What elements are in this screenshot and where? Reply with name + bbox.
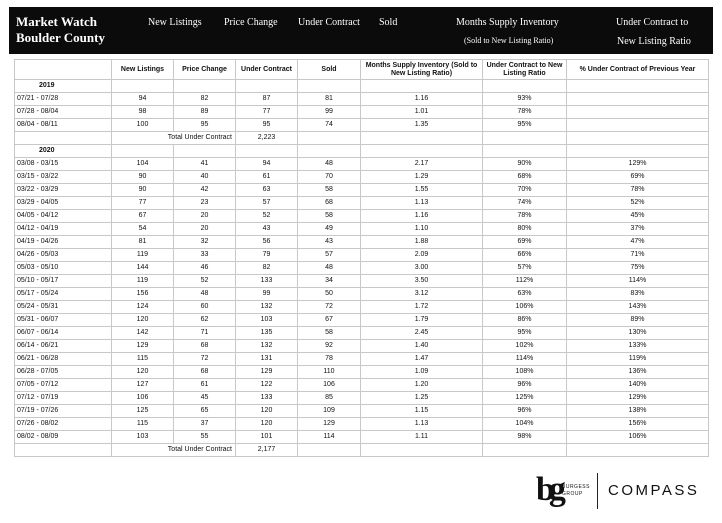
table-cell: 57 bbox=[236, 197, 298, 210]
table-cell: 125 bbox=[112, 405, 174, 418]
table-cell: 82 bbox=[174, 93, 236, 106]
empty-cell bbox=[567, 444, 709, 457]
date-range-cell: 06/21 - 06/28 bbox=[15, 353, 112, 366]
brand-logos bbox=[530, 471, 705, 511]
table-cell: 1.15 bbox=[361, 405, 483, 418]
table-cell: 89% bbox=[567, 314, 709, 327]
report-title bbox=[16, 14, 105, 46]
table-cell: 41 bbox=[174, 158, 236, 171]
table-cell: 71 bbox=[174, 327, 236, 340]
table-cell: 80% bbox=[483, 223, 567, 236]
table-cell: 63 bbox=[236, 184, 298, 197]
table-cell: 106% bbox=[567, 431, 709, 444]
table-cell: 108% bbox=[483, 366, 567, 379]
table-cell: 103 bbox=[112, 431, 174, 444]
table-cell: 78 bbox=[298, 353, 361, 366]
market-table bbox=[14, 59, 709, 457]
table-cell: 90% bbox=[483, 158, 567, 171]
table-cell: 1.09 bbox=[361, 366, 483, 379]
table-cell: 96% bbox=[483, 405, 567, 418]
table-row bbox=[15, 106, 709, 119]
table-cell: 94 bbox=[236, 158, 298, 171]
date-range-cell: 05/10 - 05/17 bbox=[15, 275, 112, 288]
table-cell: 77 bbox=[112, 197, 174, 210]
table-cell: 50 bbox=[298, 288, 361, 301]
table-row bbox=[15, 275, 709, 288]
table-cell: 86% bbox=[483, 314, 567, 327]
year-label: 2019 bbox=[15, 80, 112, 93]
table-cell: 83% bbox=[567, 288, 709, 301]
empty-cell bbox=[15, 444, 112, 457]
table-cell: 95 bbox=[236, 119, 298, 132]
date-range-cell: 05/31 - 06/07 bbox=[15, 314, 112, 327]
date-range-cell: 08/04 - 08/11 bbox=[15, 119, 112, 132]
date-range-cell: 07/26 - 08/02 bbox=[15, 418, 112, 431]
table-row bbox=[15, 418, 709, 431]
table-cell: 77 bbox=[236, 106, 298, 119]
empty-cell bbox=[483, 145, 567, 158]
table-row bbox=[15, 340, 709, 353]
table-cell: 1.01 bbox=[361, 106, 483, 119]
table-cell: 144 bbox=[112, 262, 174, 275]
header-banner bbox=[9, 7, 713, 54]
table-cell: 1.79 bbox=[361, 314, 483, 327]
table-cell: 95 bbox=[174, 119, 236, 132]
empty-cell bbox=[112, 80, 174, 93]
banner-header-uc-ratio-1: Under Contract to bbox=[616, 17, 689, 28]
table-row bbox=[15, 392, 709, 405]
table-row bbox=[15, 366, 709, 379]
total-value: 2,223 bbox=[236, 132, 298, 145]
table-cell: 43 bbox=[236, 223, 298, 236]
table-cell: 156 bbox=[112, 288, 174, 301]
table-cell: 115 bbox=[112, 418, 174, 431]
table-cell: 69% bbox=[567, 171, 709, 184]
table-cell: 49 bbox=[298, 223, 361, 236]
table-cell: 58 bbox=[298, 210, 361, 223]
burgess-group-wordmark bbox=[562, 484, 590, 498]
table-cell: 106% bbox=[483, 301, 567, 314]
empty-cell bbox=[298, 80, 361, 93]
table-cell: 94 bbox=[112, 93, 174, 106]
table-cell: 143% bbox=[567, 301, 709, 314]
table-cell: 106 bbox=[112, 392, 174, 405]
table-row bbox=[15, 379, 709, 392]
table-cell: 3.00 bbox=[361, 262, 483, 275]
empty-cell bbox=[567, 80, 709, 93]
table-cell: 1.11 bbox=[361, 431, 483, 444]
table-cell: 43 bbox=[298, 236, 361, 249]
table-row bbox=[15, 184, 709, 197]
header-cell: Under Contract to New Listing Ratio bbox=[483, 60, 567, 80]
table-cell: 54 bbox=[112, 223, 174, 236]
table-cell: 98% bbox=[483, 431, 567, 444]
compass-logo: COMPASS bbox=[608, 482, 700, 499]
table-cell: 98 bbox=[112, 106, 174, 119]
banner-header-msi: Months Supply Inventory bbox=[456, 17, 559, 28]
table-cell: 101 bbox=[236, 431, 298, 444]
date-range-cell: 03/29 - 04/05 bbox=[15, 197, 112, 210]
total-value: 2,177 bbox=[236, 444, 298, 457]
date-range-cell: 03/15 - 03/22 bbox=[15, 171, 112, 184]
table-cell: 61 bbox=[236, 171, 298, 184]
table-cell: 74% bbox=[483, 197, 567, 210]
table-cell: 106 bbox=[298, 379, 361, 392]
date-range-cell: 07/12 - 07/19 bbox=[15, 392, 112, 405]
total-label: Total Under Contract bbox=[112, 132, 236, 145]
table-cell: 87 bbox=[236, 93, 298, 106]
table-cell: 133 bbox=[236, 392, 298, 405]
table-cell: 129 bbox=[112, 340, 174, 353]
table-cell: 1.16 bbox=[361, 210, 483, 223]
banner-header-sold: Sold bbox=[379, 17, 398, 28]
table-cell: 103 bbox=[236, 314, 298, 327]
table-cell: 99 bbox=[298, 106, 361, 119]
table-cell: 136% bbox=[567, 366, 709, 379]
total-row bbox=[15, 132, 709, 145]
header-cell: Sold bbox=[298, 60, 361, 80]
empty-cell bbox=[15, 132, 112, 145]
table-cell: 95% bbox=[483, 119, 567, 132]
empty-cell bbox=[361, 80, 483, 93]
table-cell: 1.13 bbox=[361, 197, 483, 210]
table-cell bbox=[567, 119, 709, 132]
table-cell: 132 bbox=[236, 301, 298, 314]
table-cell: 119% bbox=[567, 353, 709, 366]
date-range-cell: 04/05 - 04/12 bbox=[15, 210, 112, 223]
table-cell bbox=[567, 93, 709, 106]
table-row bbox=[15, 405, 709, 418]
table-cell: 119 bbox=[112, 275, 174, 288]
header-cell bbox=[15, 60, 112, 80]
table-cell: 48 bbox=[298, 262, 361, 275]
empty-cell bbox=[361, 145, 483, 158]
table-cell: 114% bbox=[567, 275, 709, 288]
table-cell: 34 bbox=[298, 275, 361, 288]
table-cell: 120 bbox=[236, 405, 298, 418]
table-cell: 2.09 bbox=[361, 249, 483, 262]
table-cell: 57 bbox=[298, 249, 361, 262]
table-cell: 60 bbox=[174, 301, 236, 314]
date-range-cell: 05/03 - 05/10 bbox=[15, 262, 112, 275]
table-cell: 89 bbox=[174, 106, 236, 119]
table-row bbox=[15, 236, 709, 249]
table-cell: 100 bbox=[112, 119, 174, 132]
date-range-cell: 03/08 - 03/15 bbox=[15, 158, 112, 171]
table-cell: 56 bbox=[236, 236, 298, 249]
date-range-cell: 06/07 - 06/14 bbox=[15, 327, 112, 340]
table-cell: 1.29 bbox=[361, 171, 483, 184]
table-cell: 129 bbox=[298, 418, 361, 431]
table-cell: 1.13 bbox=[361, 418, 483, 431]
table-cell: 104% bbox=[483, 418, 567, 431]
title-line-1: Market Watch bbox=[16, 14, 97, 29]
date-range-cell: 07/28 - 08/04 bbox=[15, 106, 112, 119]
table-row bbox=[15, 353, 709, 366]
table-cell: 33 bbox=[174, 249, 236, 262]
empty-cell bbox=[361, 444, 483, 457]
table-cell: 71% bbox=[567, 249, 709, 262]
table-cell: 133% bbox=[567, 340, 709, 353]
empty-cell bbox=[483, 80, 567, 93]
table-row bbox=[15, 158, 709, 171]
table-cell: 1.16 bbox=[361, 93, 483, 106]
table-row bbox=[15, 223, 709, 236]
table-cell: 68 bbox=[298, 197, 361, 210]
table-cell: 109 bbox=[298, 405, 361, 418]
empty-cell bbox=[298, 132, 361, 145]
table-cell: 85 bbox=[298, 392, 361, 405]
table-cell: 112% bbox=[483, 275, 567, 288]
table-cell: 102% bbox=[483, 340, 567, 353]
table-cell: 90 bbox=[112, 184, 174, 197]
table-row bbox=[15, 249, 709, 262]
table-cell: 95% bbox=[483, 327, 567, 340]
table-cell: 42 bbox=[174, 184, 236, 197]
table-cell: 130% bbox=[567, 327, 709, 340]
banner-header-under-contract: Under Contract bbox=[298, 17, 360, 28]
table-row bbox=[15, 93, 709, 106]
table-header-row bbox=[15, 60, 709, 80]
table-cell: 61 bbox=[174, 379, 236, 392]
total-label: Total Under Contract bbox=[112, 444, 236, 457]
table-cell: 55 bbox=[174, 431, 236, 444]
table-cell: 63% bbox=[483, 288, 567, 301]
table-cell: 132 bbox=[236, 340, 298, 353]
table-cell: 48 bbox=[298, 158, 361, 171]
header-cell: Under Contract bbox=[236, 60, 298, 80]
empty-cell bbox=[112, 145, 174, 158]
table-cell: 3.12 bbox=[361, 288, 483, 301]
date-range-cell: 03/22 - 03/29 bbox=[15, 184, 112, 197]
table-cell: 82 bbox=[236, 262, 298, 275]
table-cell: 122 bbox=[236, 379, 298, 392]
table-cell: 78% bbox=[567, 184, 709, 197]
table-row bbox=[15, 262, 709, 275]
table-cell: 81 bbox=[298, 93, 361, 106]
table-cell: 58 bbox=[298, 184, 361, 197]
table-cell: 48 bbox=[174, 288, 236, 301]
table-cell: 57% bbox=[483, 262, 567, 275]
table-cell: 115 bbox=[112, 353, 174, 366]
date-range-cell: 04/26 - 05/03 bbox=[15, 249, 112, 262]
empty-cell bbox=[236, 80, 298, 93]
date-range-cell: 06/14 - 06/21 bbox=[15, 340, 112, 353]
empty-cell bbox=[174, 80, 236, 93]
table-cell: 1.72 bbox=[361, 301, 483, 314]
table-cell: 78% bbox=[483, 210, 567, 223]
table-cell: 1.40 bbox=[361, 340, 483, 353]
table-cell: 52 bbox=[236, 210, 298, 223]
table-cell: 90 bbox=[112, 171, 174, 184]
table-cell: 66% bbox=[483, 249, 567, 262]
table-cell: 20 bbox=[174, 223, 236, 236]
table-cell: 81 bbox=[112, 236, 174, 249]
table-cell: 65 bbox=[174, 405, 236, 418]
table-cell: 3.50 bbox=[361, 275, 483, 288]
empty-cell bbox=[567, 145, 709, 158]
total-row bbox=[15, 444, 709, 457]
table-cell: 1.47 bbox=[361, 353, 483, 366]
table-cell: 58 bbox=[298, 327, 361, 340]
banner-header-uc-ratio-2: New Listing Ratio bbox=[617, 36, 691, 47]
table-cell: 68 bbox=[174, 366, 236, 379]
table-cell: 2.45 bbox=[361, 327, 483, 340]
header-cell: Price Change bbox=[174, 60, 236, 80]
table-cell: 119 bbox=[112, 249, 174, 262]
table-cell: 114% bbox=[483, 353, 567, 366]
table-cell: 62 bbox=[174, 314, 236, 327]
table-cell: 114 bbox=[298, 431, 361, 444]
table-cell: 129% bbox=[567, 158, 709, 171]
table-cell: 46 bbox=[174, 262, 236, 275]
table-cell: 96% bbox=[483, 379, 567, 392]
table-cell: 120 bbox=[112, 314, 174, 327]
table-cell: 52 bbox=[174, 275, 236, 288]
table-cell: 125% bbox=[483, 392, 567, 405]
table-cell: 129 bbox=[236, 366, 298, 379]
table-cell bbox=[567, 106, 709, 119]
table-cell: 52% bbox=[567, 197, 709, 210]
table-cell: 127 bbox=[112, 379, 174, 392]
empty-cell bbox=[298, 145, 361, 158]
table-row bbox=[15, 197, 709, 210]
table-cell: 129% bbox=[567, 392, 709, 405]
table-cell: 138% bbox=[567, 405, 709, 418]
table-row bbox=[15, 314, 709, 327]
table-cell: 70 bbox=[298, 171, 361, 184]
table-cell: 1.25 bbox=[361, 392, 483, 405]
empty-cell bbox=[174, 145, 236, 158]
date-range-cell: 04/12 - 04/19 bbox=[15, 223, 112, 236]
empty-cell bbox=[298, 444, 361, 457]
table-cell: 47% bbox=[567, 236, 709, 249]
table-cell: 68 bbox=[174, 340, 236, 353]
table-row bbox=[15, 327, 709, 340]
header-cell: Months Supply Inventory (Sold to New Listing Ratio) bbox=[361, 60, 483, 80]
empty-cell bbox=[567, 132, 709, 145]
table-cell: 45 bbox=[174, 392, 236, 405]
table-cell: 99 bbox=[236, 288, 298, 301]
table-cell: 1.35 bbox=[361, 119, 483, 132]
table-cell: 70% bbox=[483, 184, 567, 197]
table-row bbox=[15, 301, 709, 314]
table-cell: 78% bbox=[483, 106, 567, 119]
table-cell: 32 bbox=[174, 236, 236, 249]
burgess-group-logo: bg bbox=[536, 471, 560, 508]
table-cell: 93% bbox=[483, 93, 567, 106]
table-cell: 140% bbox=[567, 379, 709, 392]
empty-cell bbox=[483, 132, 567, 145]
date-range-cell: 05/17 - 05/24 bbox=[15, 288, 112, 301]
logo-divider bbox=[597, 473, 598, 509]
year-row bbox=[15, 80, 709, 93]
table-cell: 110 bbox=[298, 366, 361, 379]
table-row bbox=[15, 210, 709, 223]
year-label: 2020 bbox=[15, 145, 112, 158]
header-cell: New Listings bbox=[112, 60, 174, 80]
date-range-cell: 05/24 - 05/31 bbox=[15, 301, 112, 314]
table-cell: 72 bbox=[298, 301, 361, 314]
date-range-cell: 07/05 - 07/12 bbox=[15, 379, 112, 392]
table-cell: 1.55 bbox=[361, 184, 483, 197]
date-range-cell: 04/19 - 04/26 bbox=[15, 236, 112, 249]
table-row bbox=[15, 119, 709, 132]
date-range-cell: 07/21 - 07/28 bbox=[15, 93, 112, 106]
banner-header-new-listings: New Listings bbox=[148, 17, 202, 28]
table-cell: 74 bbox=[298, 119, 361, 132]
empty-cell bbox=[236, 145, 298, 158]
empty-cell bbox=[361, 132, 483, 145]
date-range-cell: 07/19 - 07/26 bbox=[15, 405, 112, 418]
table-cell: 2.17 bbox=[361, 158, 483, 171]
table-cell: 124 bbox=[112, 301, 174, 314]
table-cell: 75% bbox=[567, 262, 709, 275]
table-row bbox=[15, 431, 709, 444]
table-cell: 135 bbox=[236, 327, 298, 340]
header-cell: % Under Contract of Previous Year bbox=[567, 60, 709, 80]
table-cell: 133 bbox=[236, 275, 298, 288]
title-line-2: Boulder County bbox=[16, 30, 105, 45]
table-cell: 131 bbox=[236, 353, 298, 366]
table-cell: 72 bbox=[174, 353, 236, 366]
empty-cell bbox=[483, 444, 567, 457]
table-row bbox=[15, 171, 709, 184]
table-cell: 1.20 bbox=[361, 379, 483, 392]
date-range-cell: 08/02 - 08/09 bbox=[15, 431, 112, 444]
table-cell: 1.88 bbox=[361, 236, 483, 249]
year-row bbox=[15, 145, 709, 158]
table-cell: 104 bbox=[112, 158, 174, 171]
table-row bbox=[15, 288, 709, 301]
table-cell: 40 bbox=[174, 171, 236, 184]
table-cell: 37% bbox=[567, 223, 709, 236]
table-cell: 67 bbox=[112, 210, 174, 223]
table-cell: 156% bbox=[567, 418, 709, 431]
banner-header-msi-sub: (Sold to New Listing Ratio) bbox=[464, 36, 554, 45]
table-cell: 20 bbox=[174, 210, 236, 223]
table-cell: 142 bbox=[112, 327, 174, 340]
table-cell: 69% bbox=[483, 236, 567, 249]
date-range-cell: 06/28 - 07/05 bbox=[15, 366, 112, 379]
table-cell: 1.10 bbox=[361, 223, 483, 236]
table-cell: 92 bbox=[298, 340, 361, 353]
table-cell: 67 bbox=[298, 314, 361, 327]
table-cell: 79 bbox=[236, 249, 298, 262]
banner-header-price-change: Price Change bbox=[224, 17, 278, 28]
group-text: GROUP bbox=[562, 491, 583, 497]
table-cell: 120 bbox=[112, 366, 174, 379]
table-cell: 23 bbox=[174, 197, 236, 210]
table-cell: 120 bbox=[236, 418, 298, 431]
table-cell: 37 bbox=[174, 418, 236, 431]
table-cell: 68% bbox=[483, 171, 567, 184]
burgess-text: BURGESS bbox=[562, 484, 590, 490]
table-cell: 45% bbox=[567, 210, 709, 223]
